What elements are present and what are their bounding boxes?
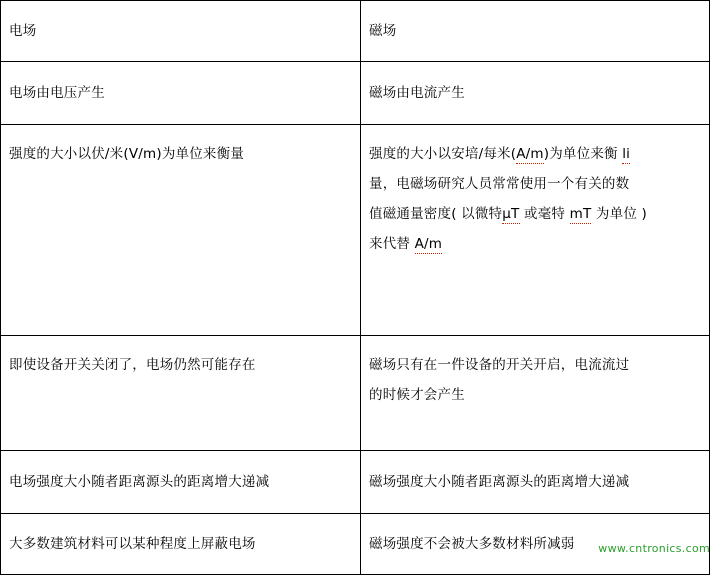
table-cell-left: 电场 [1, 1, 361, 62]
table-cell-left: 电场强度大小随者距离源头的距离增大递减 [1, 451, 361, 514]
table-row [1, 1, 710, 62]
table-row [1, 62, 710, 125]
table-cell-left: 电场由电压产生 [1, 62, 361, 125]
table-row [1, 125, 710, 336]
table-cell-right: 磁场 [361, 1, 710, 62]
table-cell-right: 磁场强度不会被大多数材料所减弱 [361, 514, 710, 575]
watermark: www.cntronics.com [598, 542, 710, 555]
table-cell-right [361, 336, 710, 451]
cell-line: 强度的大小以安培/每米(A/m)为单位来衡 li [369, 146, 631, 162]
cell-line: 值磁通量密度( 以微特μT 或毫特 mT 为单位 ) [369, 206, 647, 222]
table-cell-right: 磁场由电流产生 [361, 62, 710, 125]
cell-line: 量，电磁场研究人员常常使用一个有关的数 [369, 176, 630, 192]
table-row [1, 336, 710, 451]
table-cell-left: 强度的大小以伏/米(V/m)为单位来衡量 [1, 125, 361, 336]
cell-line: 磁场只有在一件设备的开关开启，电流流过 [369, 357, 630, 373]
table-cell-left: 即使设备开关关闭了，电场仍然可能存在 [1, 336, 361, 451]
table-cell-right [361, 125, 710, 336]
table-row [1, 451, 710, 514]
cell-line: 的时候才会产生 [369, 387, 465, 403]
table-cell-right: 磁场强度大小随者距离源头的距离增大递减 [361, 451, 710, 514]
cell-line: 来代替 A/m [369, 236, 443, 252]
table-cell-left: 大多数建筑材料可以某种程度上屏蔽电场 [1, 514, 361, 575]
